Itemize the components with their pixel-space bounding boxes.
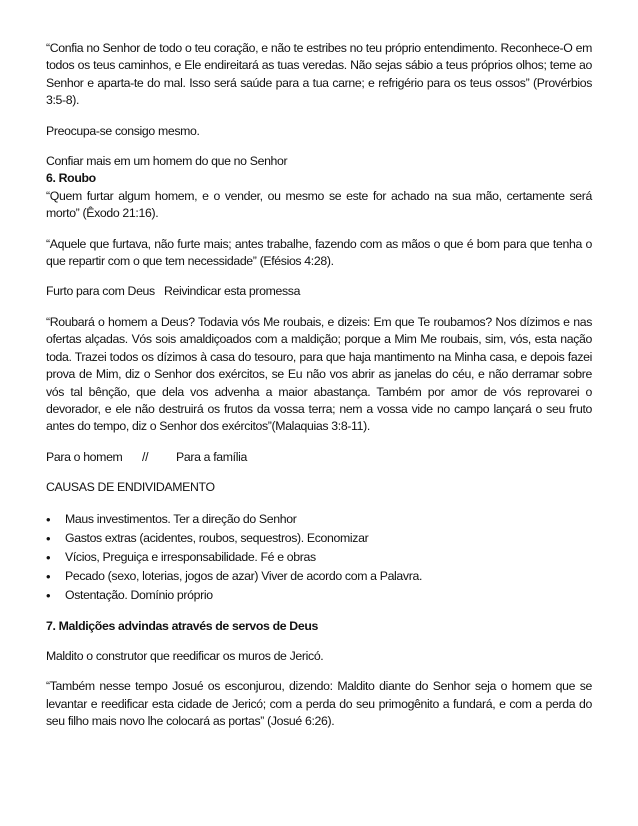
heading-curses: 7. Maldições advindas através de servos de Deus xyxy=(46,618,318,633)
for-family-label: Para a família xyxy=(176,449,247,464)
bullet-icon: • xyxy=(46,587,51,603)
list-item: • Pecado (sexo, loterias, jogos de azar) Viver de acordo com a Palavra. xyxy=(46,568,423,584)
jericho-builder-line: Maldito o construtor que reedificar os muros de Jericó. xyxy=(46,648,324,663)
theft-from-god-line xyxy=(46,283,592,300)
for-man-label: Para o homem xyxy=(46,449,123,464)
trust-man-line: Confiar mais em um homem do que no Senhor xyxy=(46,154,288,169)
claim-promise-label: Reivindicar esta promessa xyxy=(163,284,301,299)
malachi-quote: “Roubará o homem a Deus? Todavia vós Me roubais, e dizeis: Em que Te roubamos? Nos dízimos e nas ofertas alçadas. Vós sois amaldiçoados com a maldição; porque a Mim Me roubais, sim, vós, esta nação toda. Trazei todos os dízimos à casa do tesouro, para que haja mantimento na Minha casa, e depois fazei prova de Mim, diz o Senhor dos exércitos, se Eu não vos abrir as janelas do céu, e não derramar sobre vós tal bênção, que dela vos advenha a maior abastança. Também por amor de vós reprovarei o devorador, e ele não destruirá os frutos da vossa terra; nem a vossa vide no campo lançará o seu fruto antes do tempo, diz o Senhor dos exércitos”(Malaquias 3:8-11). xyxy=(46,314,592,434)
self-concern-line: Preocupa-se consigo mesmo. xyxy=(46,123,200,138)
bullet-icon: • xyxy=(46,530,51,546)
debt-causes-list xyxy=(46,510,592,605)
proverbs-quote: “Confia no Senhor de todo o teu coração, e não te estribes no teu próprio entendimento. Reconhece-O em todos os teus caminhos, e Ele endireitará as tuas veredas. Não sejas sábio a teus próprios olhos; teme ao Senhor e aparta-te do mal. Isso será saúde para a tua carne; e refrigério para os teus ossos” (Provérbios 3:5-8). xyxy=(46,41,592,108)
list-item: • Vícios, Preguiça e irresponsabilidade. Fé e obras xyxy=(46,549,316,565)
bullet-icon: • xyxy=(46,549,51,565)
theft-from-god-label: Furto para com Deus xyxy=(46,284,155,299)
heading-roubo: 6. Roubo xyxy=(46,171,96,186)
list-item: • Gastos extras (acidentes, roubos, sequestros). Economizar xyxy=(46,530,369,546)
debt-causes-heading: CAUSAS DE ENDIVIDAMENTO xyxy=(46,480,215,495)
document-page xyxy=(46,40,592,744)
list-item: • Maus investimentos. Ter a direção do Senhor xyxy=(46,511,297,527)
list-item: • Ostentação. Domínio próprio xyxy=(46,587,213,603)
bullet-icon: • xyxy=(46,568,51,584)
bullet-icon: • xyxy=(46,511,51,527)
man-family-line xyxy=(46,449,592,466)
joshua-quote: “Também nesse tempo Josué os esconjurou, dizendo: Maldito diante do Senhor seja o homem que se levantar e reedificar esta cidade de Jericó; com a perda do seu primogênito a fundará, e com a perda do seu filho mais novo lhe colocará as portas” (Josué 6:26). xyxy=(46,679,592,729)
exodus-quote: “Quem furtar algum homem, e o vender, ou mesmo se este for achado na sua mão, certamente será morto” (Êxodo 21:16). xyxy=(46,188,592,221)
separator-slashes: // xyxy=(142,449,149,464)
ephesians-quote: “Aquele que furtava, não furte mais; antes trabalhe, fazendo com as mãos o que é bom para que tenha o que repartir com o que tem necessidade” (Efésios 4:28). xyxy=(46,236,592,269)
